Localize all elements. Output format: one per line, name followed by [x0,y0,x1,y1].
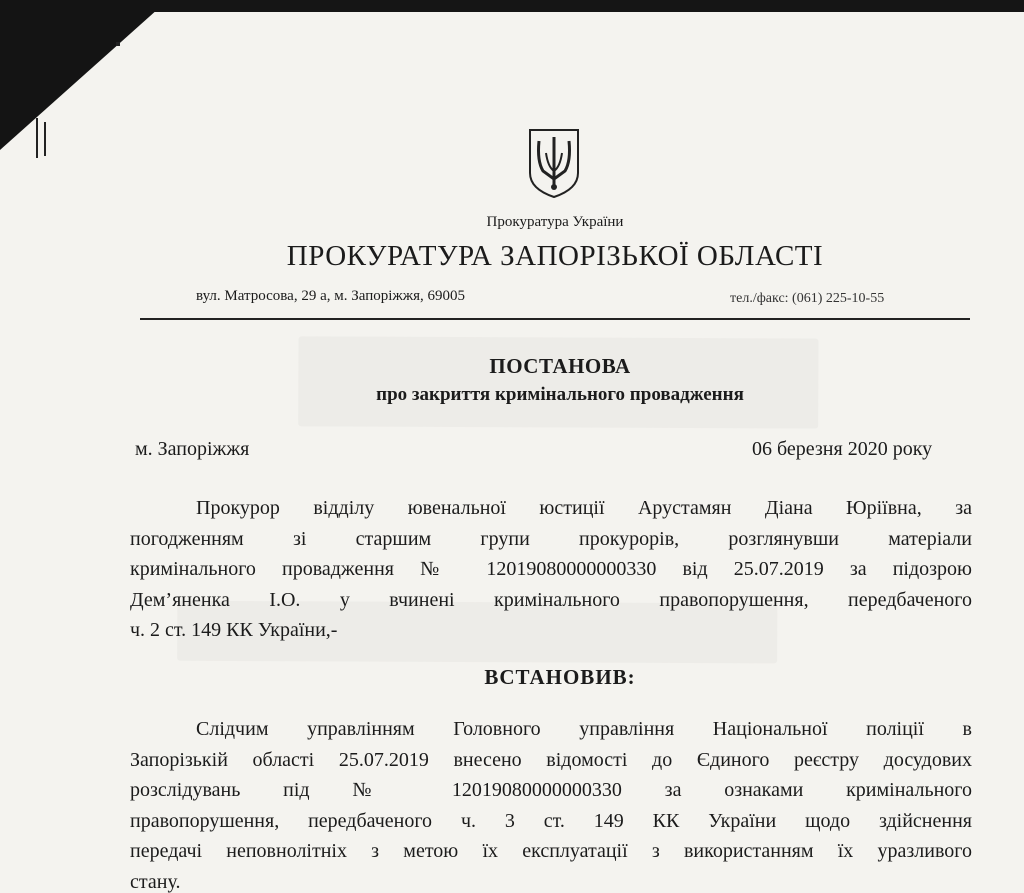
parent-organization: Прокуратура України [486,214,624,230]
paragraph-line: Прокурор відділу ювенальної юстиції Арустамян Діана Юріївна, за [196,497,972,519]
address: вул. Матросова, 29 а, м. Запоріжжя, 69005 [196,288,466,304]
document-title: ПОСТАНОВА [489,354,631,378]
paragraph-line: передачі неповнолітніх з метою їх експлуатації з використанням їх уразливого [130,840,972,862]
paragraph-intro [130,493,972,646]
header-divider [140,318,970,320]
paragraph-line: Слідчим управлінням Головного управління Національної поліції в [196,718,972,740]
paragraph-line: кримінального провадження № 12019080000000330 від 25.07.2019 за підозрою [130,558,972,580]
scan-speck [116,42,120,46]
paragraph-line: ч. 2 ст. 149 КК України,- [130,619,338,641]
trident-coat-of-arms-icon [527,127,581,199]
paragraph-line: стану. [130,870,181,893]
document-subtitle: про закриття кримінального провадження [376,384,744,405]
scan-mark [44,122,46,156]
paragraph-line: Дем’яненка І.О. у вчинені кримінального правопорушення, передбаченого [130,588,972,611]
document-city: м. Запоріжжя [135,438,250,460]
paragraph-line: правопорушення, передбаченого ч. 3 ст. 149 КК України щодо здійснення [130,809,972,832]
phone-fax: тел./факс: (061) 225-10-55 [730,291,885,306]
paragraph-line: Запорізькій області 25.07.2019 внесено відомості до Єдиного реєстру досудових [130,748,972,771]
paragraph-established [130,714,972,893]
paragraph-line: розслідувань під № 12019080000000330 за ознаками кримінального [130,779,972,801]
paragraph-line: погодженням зі старшим групи прокурорів, розглянувши матеріали [130,527,972,550]
section-heading: ВСТАНОВИВ: [484,665,636,689]
bleed-through [298,336,818,428]
scan-mark [36,118,38,158]
document-date: 06 березня 2020 року [752,438,933,460]
organization-name: ПРОКУРАТУРА ЗАПОРІЗЬКОЇ ОБЛАСТІ [286,240,824,272]
